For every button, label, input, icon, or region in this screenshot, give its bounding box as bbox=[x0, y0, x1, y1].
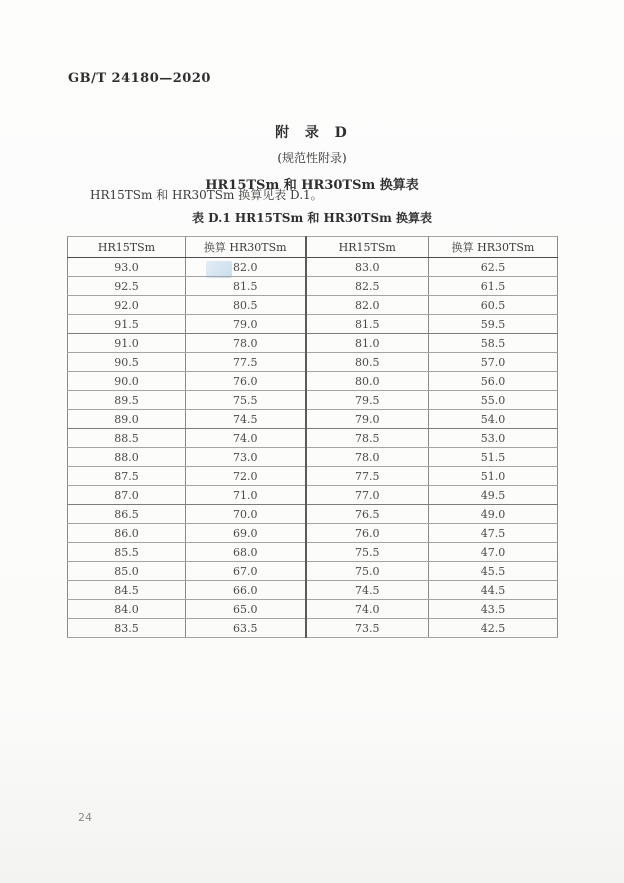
table-cell: 53.0 bbox=[429, 429, 558, 448]
conversion-table-body bbox=[68, 258, 558, 638]
table-row bbox=[68, 600, 558, 619]
table-cell: 69.0 bbox=[186, 524, 306, 543]
table-row bbox=[68, 543, 558, 562]
table-row bbox=[68, 315, 558, 334]
table-cell: 90.0 bbox=[68, 372, 186, 391]
table-cell: 56.0 bbox=[429, 372, 558, 391]
table-row bbox=[68, 619, 558, 638]
table-cell: 65.0 bbox=[186, 600, 306, 619]
table-row bbox=[68, 467, 558, 486]
table-cell: 58.5 bbox=[429, 334, 558, 353]
table-cell: 87.0 bbox=[68, 486, 186, 505]
table-cell: 78.5 bbox=[306, 429, 429, 448]
table-cell: 85.0 bbox=[68, 562, 186, 581]
table-cell: 92.5 bbox=[68, 277, 186, 296]
table-cell: 77.5 bbox=[186, 353, 306, 372]
table-row bbox=[68, 486, 558, 505]
table-cell: 75.5 bbox=[186, 391, 306, 410]
table-row bbox=[68, 562, 558, 581]
table-cell: 62.5 bbox=[429, 258, 558, 277]
table-cell: 42.5 bbox=[429, 619, 558, 638]
appendix-subtitle: (规范性附录) bbox=[277, 151, 347, 165]
column-header-hr15tsm-left: HR15TSm bbox=[68, 237, 186, 258]
appendix-name: HR15TSm 和 HR30TSm 换算表 bbox=[205, 178, 419, 193]
table-cell: 73.0 bbox=[186, 448, 306, 467]
table-cell: 93.0 bbox=[68, 258, 186, 277]
table-cell: 77.0 bbox=[306, 486, 429, 505]
table-row bbox=[68, 353, 558, 372]
table-row bbox=[68, 372, 558, 391]
intro-paragraph: HR15TSm 和 HR30TSm 换算见表 D.1。 bbox=[90, 188, 323, 202]
appendix-title: 附 录 D bbox=[275, 125, 349, 141]
table-cell: 75.0 bbox=[306, 562, 429, 581]
table-cell: 47.0 bbox=[429, 543, 558, 562]
table-cell: 59.5 bbox=[429, 315, 558, 334]
table-cell: 82.5 bbox=[306, 277, 429, 296]
table-cell: 80.5 bbox=[306, 353, 429, 372]
table-cell: 44.5 bbox=[429, 581, 558, 600]
table-cell: 86.5 bbox=[68, 505, 186, 524]
table-cell: 57.0 bbox=[429, 353, 558, 372]
table-cell: 81.0 bbox=[306, 334, 429, 353]
table-cell: 73.5 bbox=[306, 619, 429, 638]
table-row bbox=[68, 258, 558, 277]
page-number: 24 bbox=[78, 811, 92, 824]
table-cell: 84.0 bbox=[68, 600, 186, 619]
table-cell: 79.0 bbox=[306, 410, 429, 429]
table-row bbox=[68, 391, 558, 410]
table-cell: 81.5 bbox=[186, 277, 306, 296]
appendix-title-block bbox=[0, 122, 624, 193]
table-cell: 80.5 bbox=[186, 296, 306, 315]
column-header-hr15tsm-right: HR15TSm bbox=[306, 237, 429, 258]
table-row bbox=[68, 334, 558, 353]
table-cell: 87.5 bbox=[68, 467, 186, 486]
table-cell: 76.5 bbox=[306, 505, 429, 524]
table-cell: 47.5 bbox=[429, 524, 558, 543]
column-header-hr30tsm-right: 换算 HR30TSm bbox=[429, 237, 558, 258]
table-cell: 43.5 bbox=[429, 600, 558, 619]
table-row bbox=[68, 505, 558, 524]
table-caption: 表 D.1 HR15TSm 和 HR30TSm 换算表 bbox=[191, 211, 432, 225]
table-cell: 78.0 bbox=[306, 448, 429, 467]
table-cell: 66.0 bbox=[186, 581, 306, 600]
table-cell: 76.0 bbox=[186, 372, 306, 391]
column-header-hr30tsm-left: 换算 HR30TSm bbox=[186, 237, 306, 258]
table-cell: 91.5 bbox=[68, 315, 186, 334]
table-cell: 81.5 bbox=[306, 315, 429, 334]
table-cell: 78.0 bbox=[186, 334, 306, 353]
table-cell: 74.5 bbox=[186, 410, 306, 429]
table-cell: 61.5 bbox=[429, 277, 558, 296]
table-cell: 67.0 bbox=[186, 562, 306, 581]
table-cell: 86.0 bbox=[68, 524, 186, 543]
table-cell: 80.0 bbox=[306, 372, 429, 391]
table-cell: 51.5 bbox=[429, 448, 558, 467]
table-row bbox=[68, 524, 558, 543]
table-cell: 91.0 bbox=[68, 334, 186, 353]
table-cell: 90.5 bbox=[68, 353, 186, 372]
table-cell: 60.5 bbox=[429, 296, 558, 315]
table-cell: 85.5 bbox=[68, 543, 186, 562]
table-cell: 74.5 bbox=[306, 581, 429, 600]
table-row bbox=[68, 429, 558, 448]
table-header-row bbox=[68, 237, 558, 258]
table-cell: 49.0 bbox=[429, 505, 558, 524]
table-cell: 79.0 bbox=[186, 315, 306, 334]
table-cell: 45.5 bbox=[429, 562, 558, 581]
table-cell: 82.0 bbox=[186, 258, 306, 277]
table-cell: 63.5 bbox=[186, 619, 306, 638]
table-cell: 75.5 bbox=[306, 543, 429, 562]
table-cell: 71.0 bbox=[186, 486, 306, 505]
standard-number: GB/T 24180—2020 bbox=[68, 71, 211, 86]
table-row bbox=[68, 277, 558, 296]
table-cell: 89.5 bbox=[68, 391, 186, 410]
table-cell: 88.5 bbox=[68, 429, 186, 448]
table-cell: 68.0 bbox=[186, 543, 306, 562]
table-cell: 51.0 bbox=[429, 467, 558, 486]
table-cell: 82.0 bbox=[306, 296, 429, 315]
table-cell: 55.0 bbox=[429, 391, 558, 410]
table-cell: 74.0 bbox=[306, 600, 429, 619]
conversion-table bbox=[67, 236, 558, 638]
table-row bbox=[68, 296, 558, 315]
table-row bbox=[68, 581, 558, 600]
table-cell: 84.5 bbox=[68, 581, 186, 600]
table-cell: 54.0 bbox=[429, 410, 558, 429]
table-cell: 74.0 bbox=[186, 429, 306, 448]
table-cell: 79.5 bbox=[306, 391, 429, 410]
table-cell: 83.0 bbox=[306, 258, 429, 277]
table-cell: 89.0 bbox=[68, 410, 186, 429]
table-cell: 76.0 bbox=[306, 524, 429, 543]
table-cell: 72.0 bbox=[186, 467, 306, 486]
table-row bbox=[68, 448, 558, 467]
table-cell: 77.5 bbox=[306, 467, 429, 486]
table-cell: 92.0 bbox=[68, 296, 186, 315]
table-row bbox=[68, 410, 558, 429]
table-cell: 70.0 bbox=[186, 505, 306, 524]
table-cell: 49.5 bbox=[429, 486, 558, 505]
table-cell: 88.0 bbox=[68, 448, 186, 467]
table-cell: 83.5 bbox=[68, 619, 186, 638]
